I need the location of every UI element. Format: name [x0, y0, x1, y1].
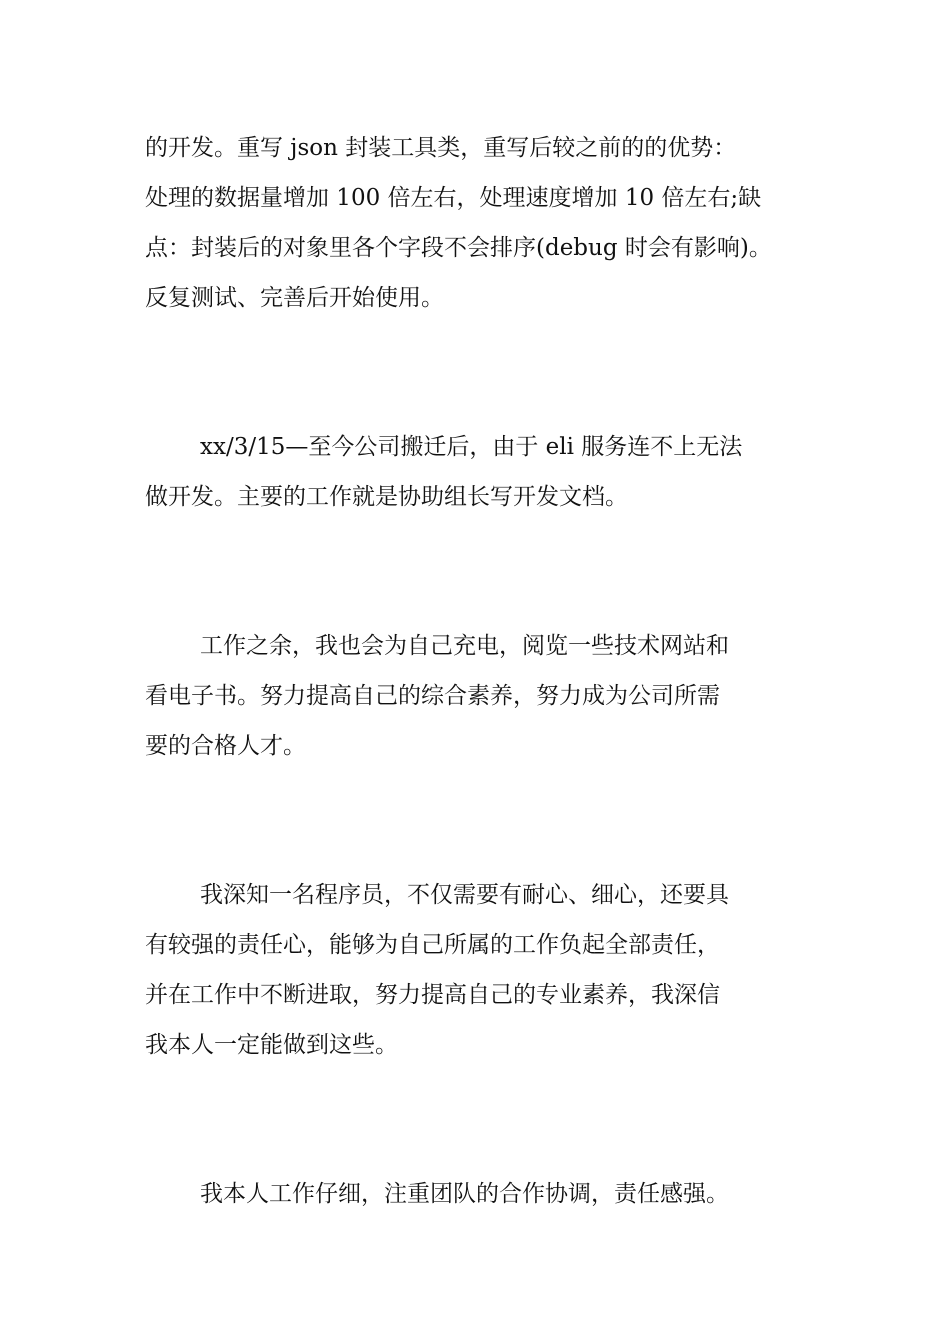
paragraph-json-rewrite [145, 123, 815, 323]
paragraph-company-move [145, 422, 815, 522]
text-line: 做开发。主要的工作就是协助组长写开发文档。 [145, 484, 628, 510]
text-line: 我本人工作仔细，注重团队的合作协调，责任感强。 [200, 1181, 729, 1207]
text-line: 我深知一名程序员，不仅需要有耐心、细心，还要具 [200, 882, 729, 908]
text-line: xx/3/15—至今公司搬迁后，由于 eli 服务连不上无法 [200, 434, 743, 460]
paragraph-programmer-responsibility [145, 870, 815, 1070]
text-line: 工作之余，我也会为自己充电，阅览一些技术网站和 [200, 633, 729, 659]
paragraph-teamwork [145, 1169, 815, 1219]
text-line: 要的合格人才。 [145, 733, 306, 759]
text-line: 处理的数据量增加 100 倍左右，处理速度增加 10 倍左右;缺 [145, 185, 762, 211]
text-line: 看电子书。努力提高自己的综合素养，努力成为公司所需 [145, 683, 720, 709]
text-line: 并在工作中不断进取，努力提高自己的专业素养，我深信 [145, 982, 720, 1008]
text-line: 有较强的责任心，能够为自己所属的工作负起全部责任， [145, 932, 720, 958]
text-line: 点：封装后的对象里各个字段不会排序(debug 时会有影响)。 [145, 235, 772, 261]
text-line: 的开发。重写 json 封装工具类，重写后较之前的的优势： [145, 135, 737, 161]
text-line: 我本人一定能做到这些。 [145, 1032, 398, 1058]
paragraph-self-study [145, 621, 815, 771]
text-line: 反复测试、完善后开始使用。 [145, 285, 444, 311]
